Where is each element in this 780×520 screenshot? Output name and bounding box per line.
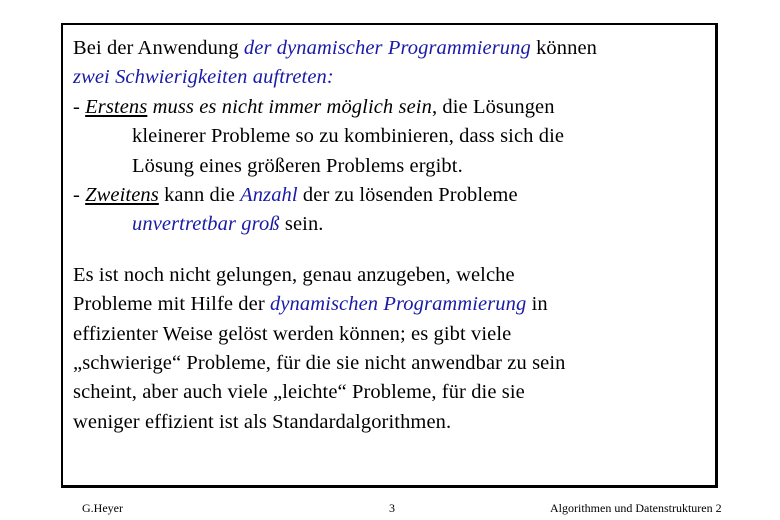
emphasis-text: Anzahl <box>240 184 298 207</box>
underlined-term: Erstens <box>85 95 148 118</box>
paragraph-gap <box>73 240 713 261</box>
bullet-second <box>73 181 713 240</box>
indented-line: Lösung eines größeren Problems ergibt. <box>132 154 463 177</box>
indented-line: kleinerer Probleme so zu kombinieren, dass sich die <box>132 125 565 148</box>
emphasis-text: unvertretbar groß <box>132 213 280 236</box>
text: , die Lösungen <box>431 95 555 118</box>
indented-line <box>73 213 324 235</box>
underlined-term: Zweitens <box>85 184 159 207</box>
slide-body <box>73 34 713 437</box>
paragraph-conclusion <box>73 261 713 437</box>
text: Es ist noch nicht gelungen, genau anzugeben, welche <box>73 263 515 286</box>
text: scheint, aber auch viele „leichte“ Probleme, für die sie <box>73 381 525 404</box>
text: der zu lösenden Probleme <box>297 184 518 207</box>
footer-page-number: 3 <box>389 501 395 515</box>
bullet-dash: - <box>73 95 86 118</box>
footer-author: G.Heyer <box>82 501 123 515</box>
text: effizienter Weise gelöst werden können; es gibt viele <box>73 322 512 345</box>
text: „schwierige“ Probleme, für die sie nicht anwendbar zu sein <box>73 352 566 375</box>
italic-text: muss es nicht immer möglich sein <box>147 95 432 118</box>
text: können <box>530 37 598 59</box>
text: kann die <box>158 184 241 207</box>
text: sein. <box>279 213 324 236</box>
emphasis-text: der dynamischer Programmierung <box>243 37 531 59</box>
emphasis-text: zwei Schwierigkeiten auftreten: <box>73 66 334 89</box>
bullet-dash: - <box>73 184 86 207</box>
emphasis-text: dynamischen Programmierung <box>270 293 527 316</box>
text: Bei der Anwendung <box>73 37 244 59</box>
footer-course-title: Algorithmen und Datenstrukturen 2 <box>550 501 722 515</box>
text: Probleme mit Hilfe der <box>73 293 270 316</box>
paragraph-intro <box>73 34 713 93</box>
bullet-first <box>73 93 713 181</box>
text: in <box>526 293 548 316</box>
text: weniger effizient ist als Standardalgorithmen. <box>73 410 452 433</box>
